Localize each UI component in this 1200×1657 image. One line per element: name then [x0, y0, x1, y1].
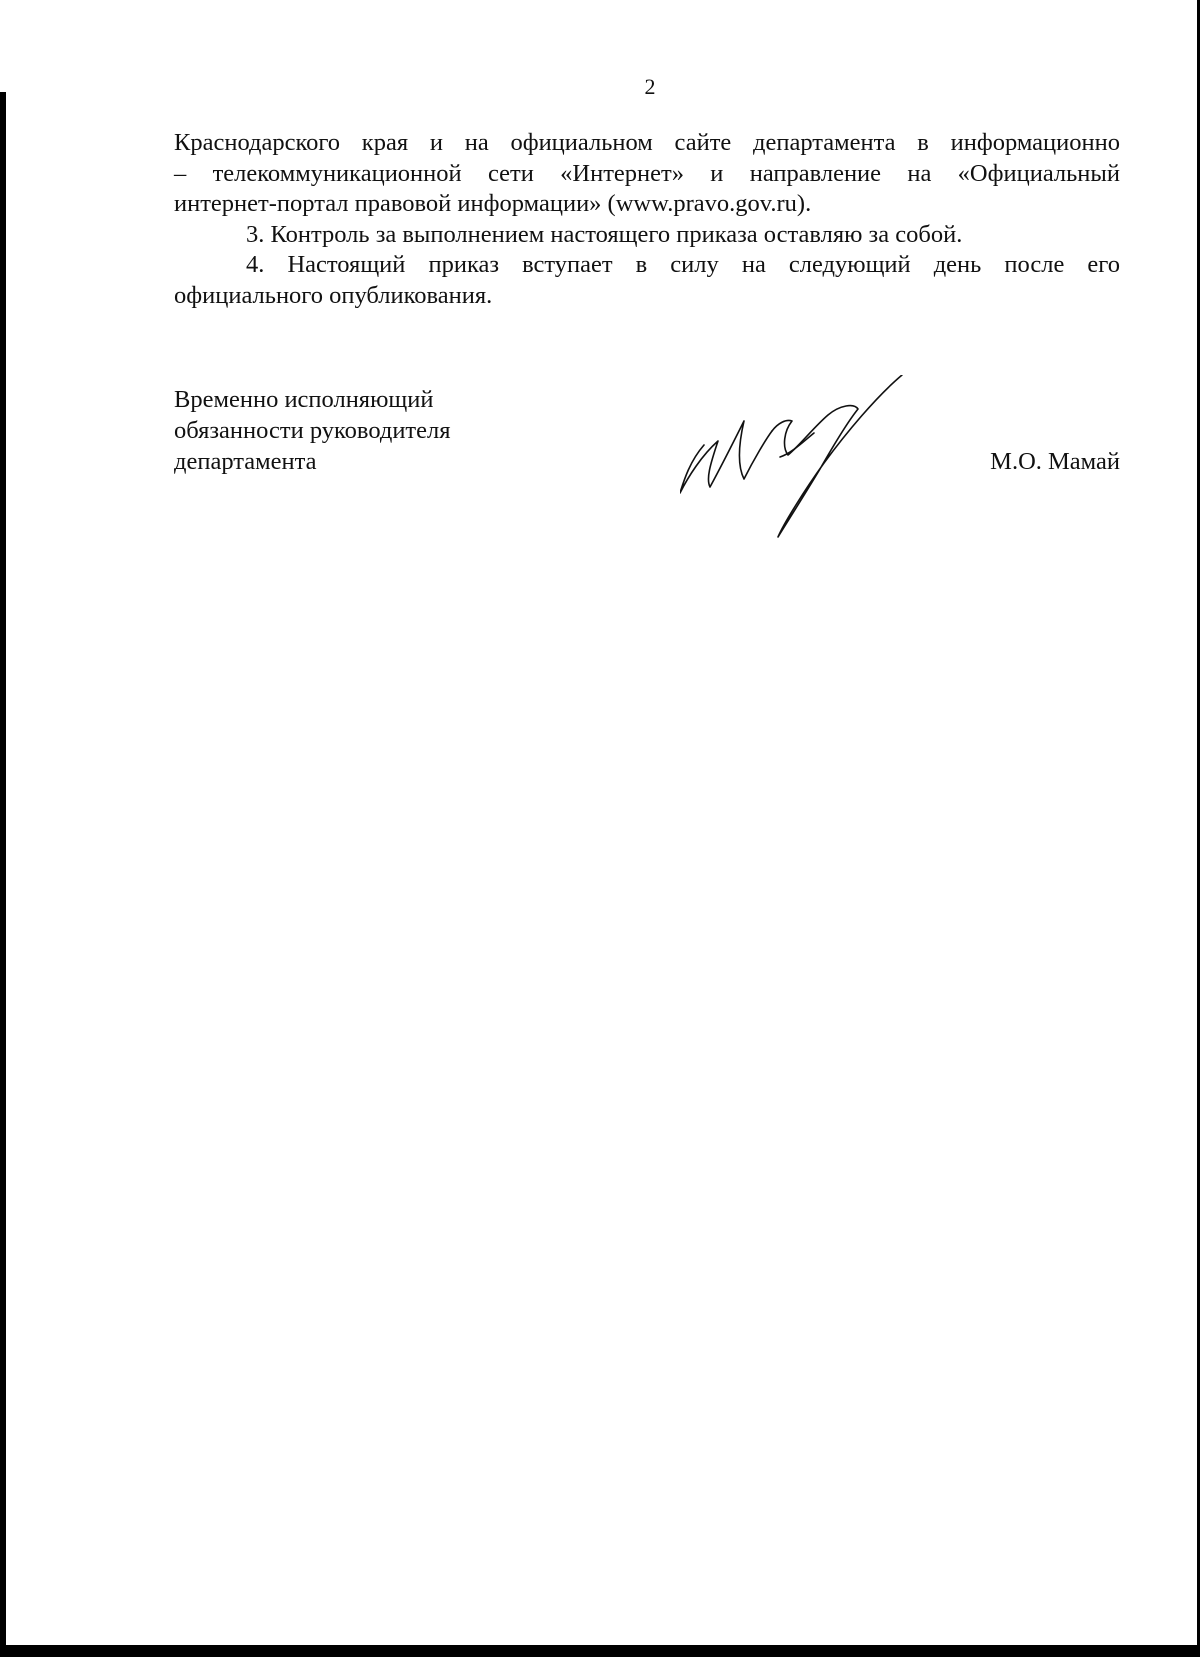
paragraph-effective-date — [174, 250, 1120, 311]
scan-edge-left — [0, 92, 6, 1657]
text-line: Краснодарского края и на официальном сайте департамента в информационно — [174, 129, 1120, 156]
position-line: Временно исполняющий — [174, 386, 434, 413]
scan-edge-bottom — [0, 1645, 1200, 1657]
handwritten-signature — [680, 375, 920, 540]
page-number: 2 — [644, 74, 656, 99]
document-body — [174, 128, 1120, 311]
text-line: официального опубликования. — [174, 281, 493, 309]
paragraph-control: 3. Контроль за выполнением настоящего приказа оставляю за собой. — [246, 220, 963, 248]
signatory-position — [174, 384, 451, 477]
signatory-name: М.О. Мамай — [990, 448, 1120, 475]
position-line: департамента — [174, 448, 317, 475]
paragraph-publication — [174, 128, 1120, 220]
position-line: обязанности руководителя — [174, 417, 451, 444]
text-line: – телекоммуникационной сети «Интернет» и направление на «Официальный — [174, 159, 1120, 187]
text-line: интернет-портал правовой информации» (www.pravo.gov.ru). — [174, 190, 812, 217]
text-line: 4. Настоящий приказ вступает в силу на следующий день после его — [246, 251, 1120, 278]
